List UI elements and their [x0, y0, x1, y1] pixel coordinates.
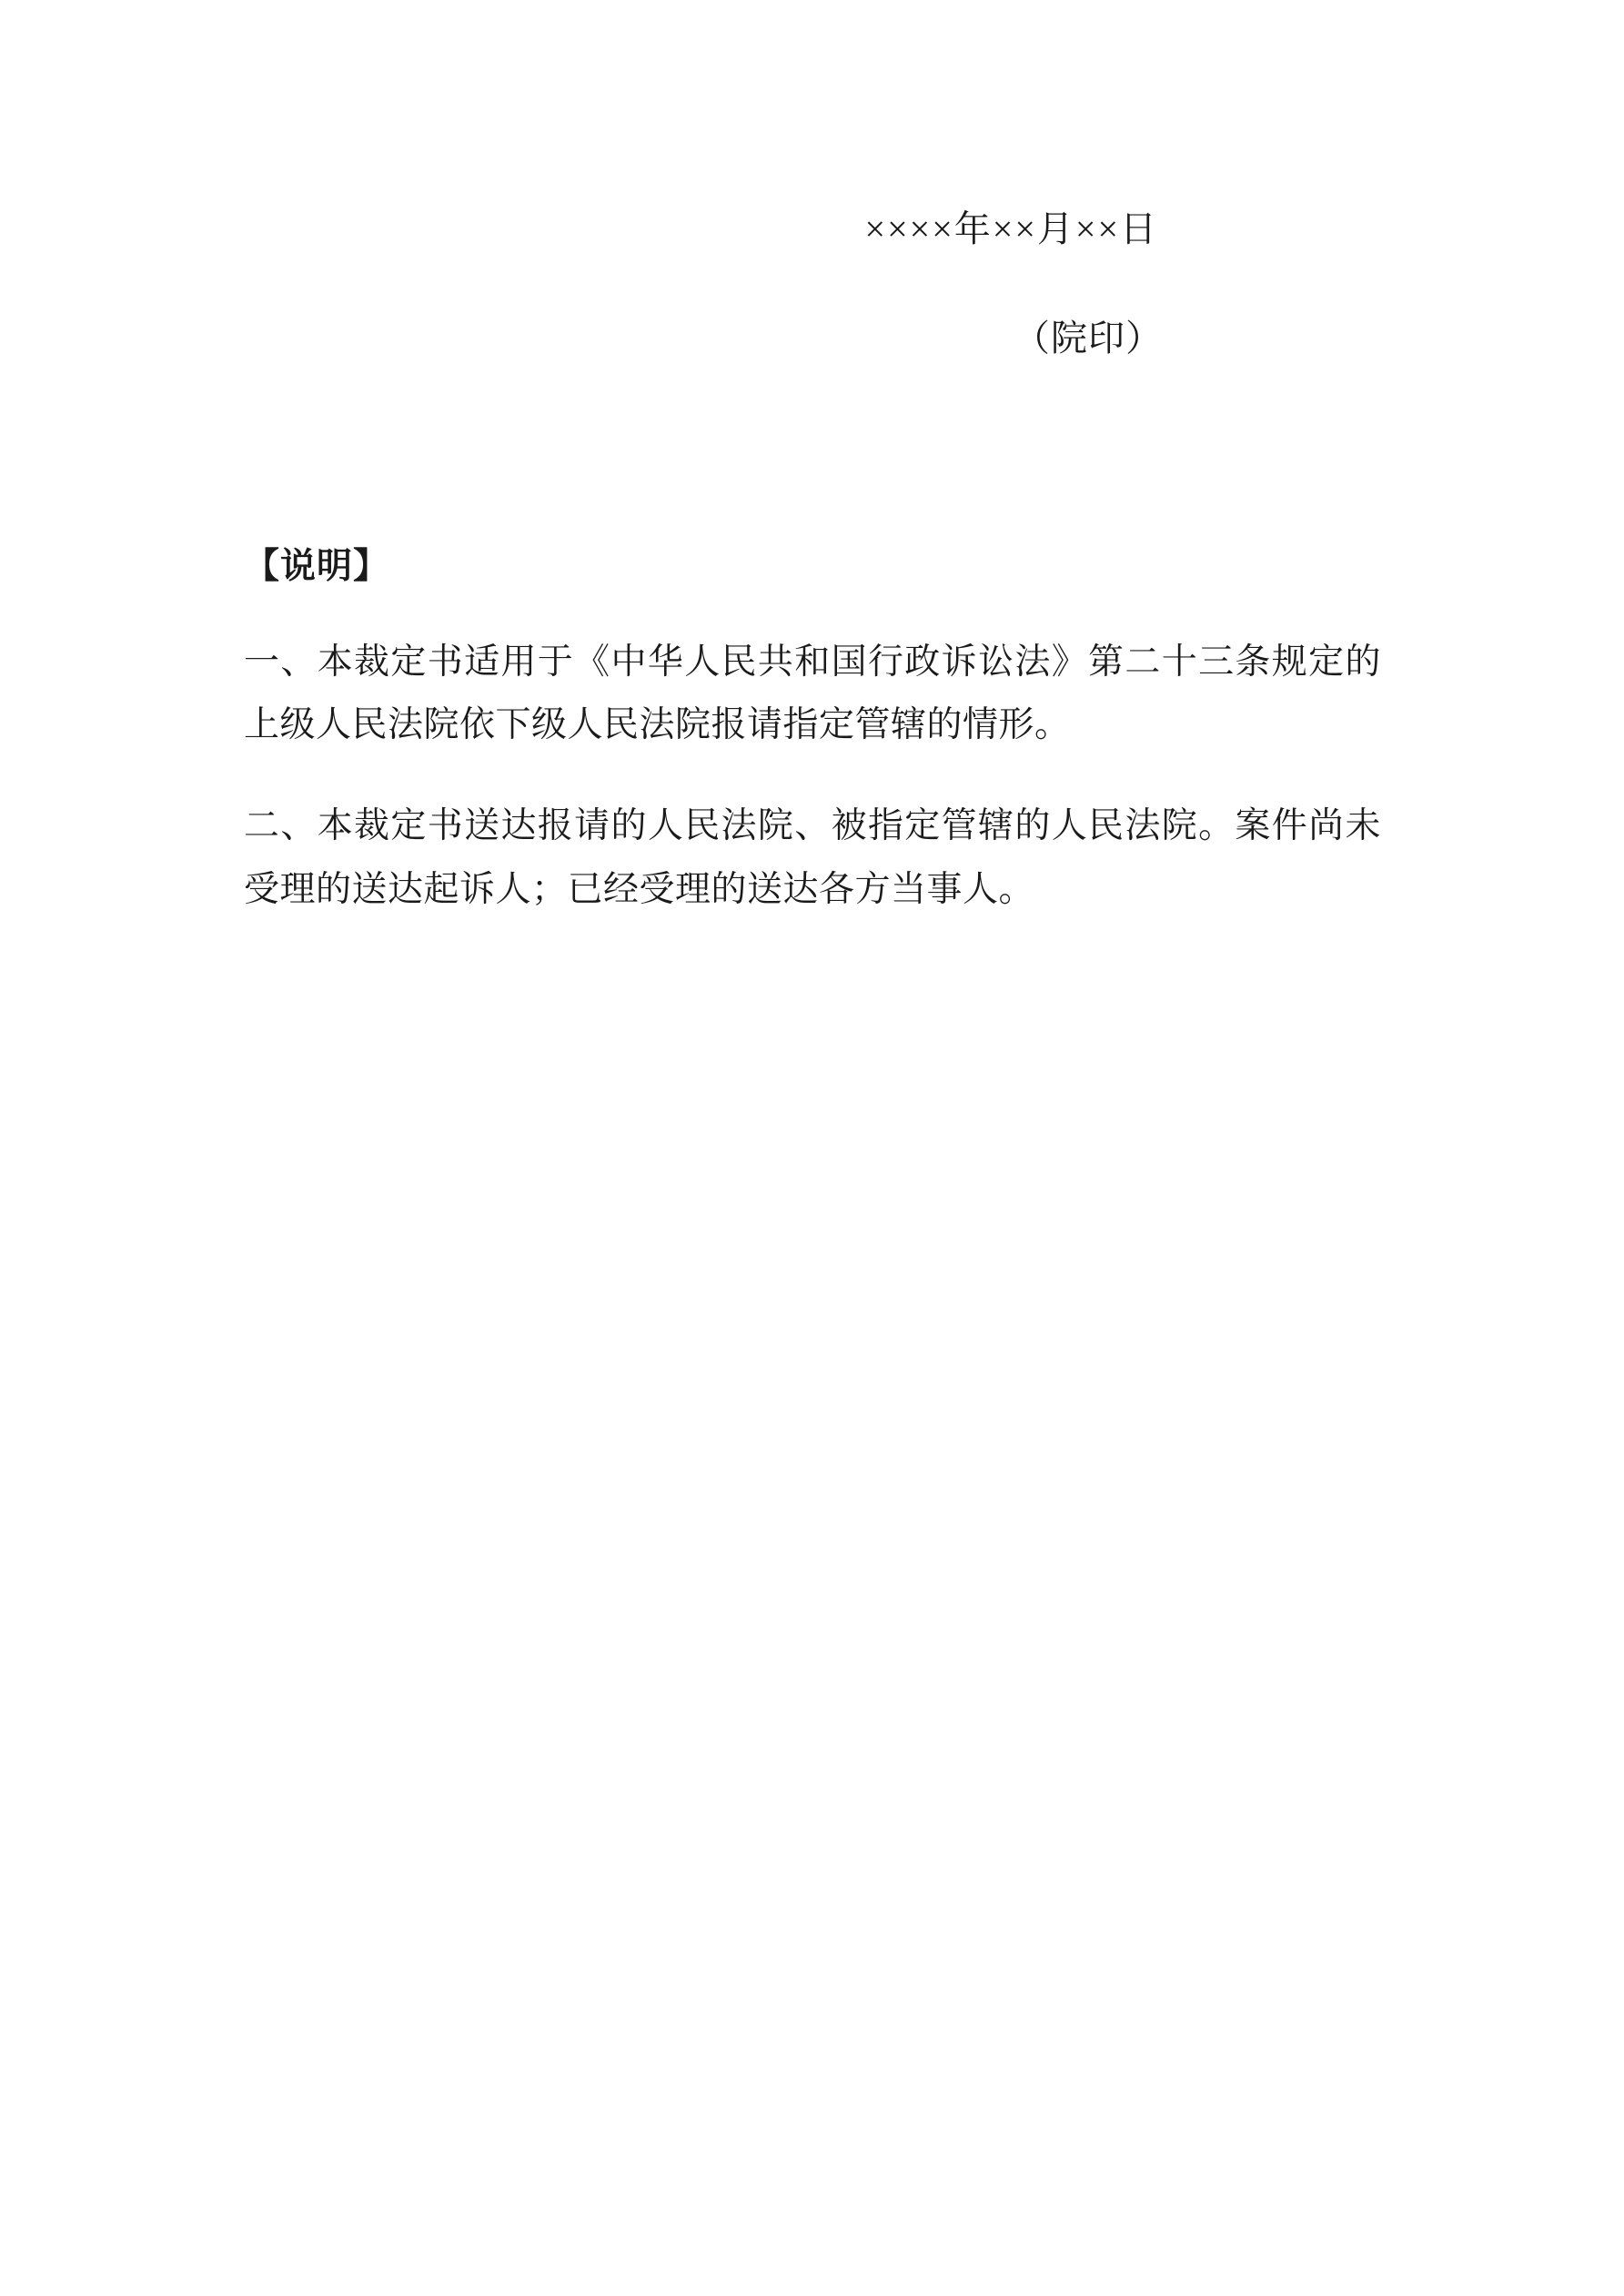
date-line: ××××年××月××日 [864, 208, 1158, 249]
note-item-1: 一、本裁定书适用于《中华人民共和国行政诉讼法》第二十三条规定的上级人民法院依下级人民法院报请指定管辖的情形。 [244, 642, 1381, 744]
notes-heading: 【说明】 [244, 547, 390, 586]
court-seal-line: （院印） [1014, 318, 1163, 359]
document-content [244, 0, 1381, 956]
note-item-2: 二、本裁定书送达报请的人民法院、被指定管辖的人民法院。案件尚未受理的送达起诉人；已经受理的送达各方当事人。 [244, 806, 1381, 909]
